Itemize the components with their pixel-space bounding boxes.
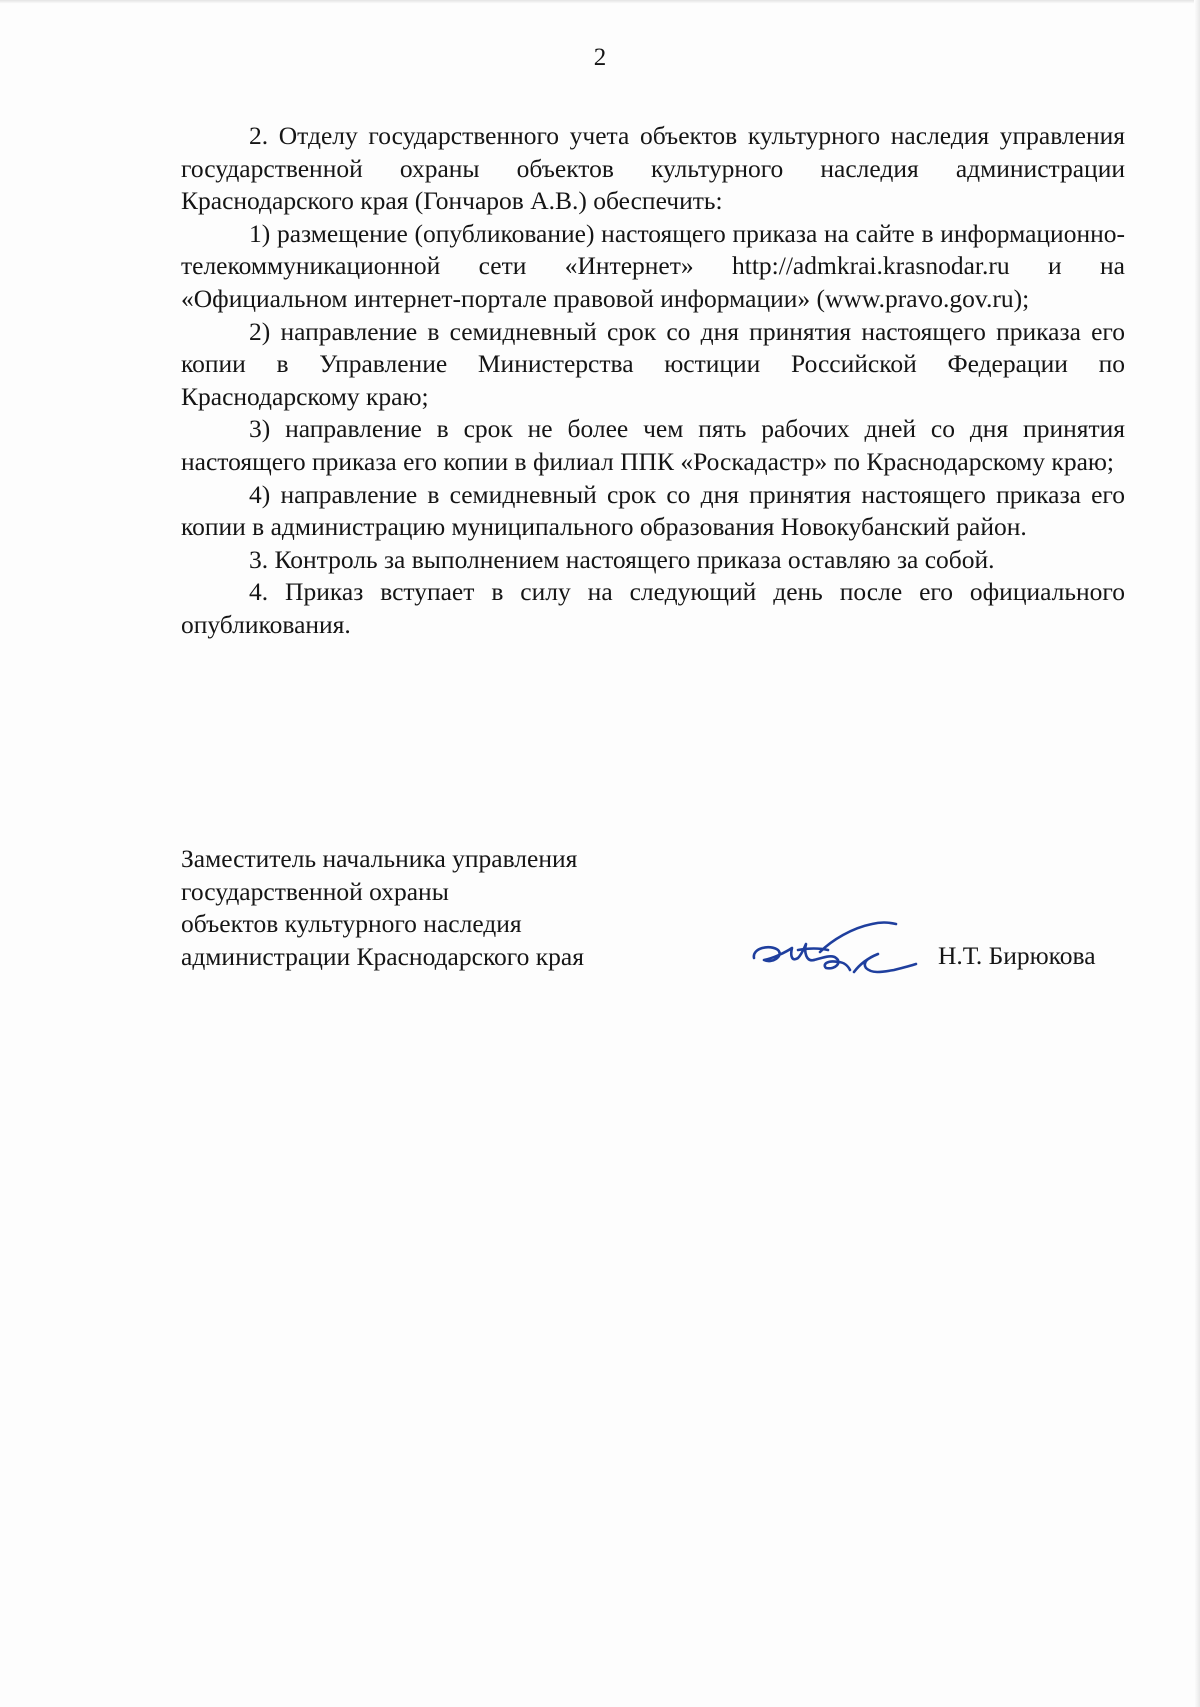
signer-name: Н.Т. Бирюкова	[938, 941, 1096, 970]
paragraph-item-4: 4. Приказ вступает в силу на следующий день после его официального опубликования.	[181, 577, 1125, 639]
signatory-position	[181, 843, 651, 973]
scan-right-edge	[1194, 0, 1200, 1707]
paragraph-subitem-2: 2) направление в семидневный срок со дня принятия настоящего приказа его копии в Управление Министерства юстиции Российской Федерации по Краснодарскому краю;	[181, 316, 1125, 411]
paragraph-subitem-1: 1) размещение (опубликование) настоящего приказа на сайте в информационно-телекоммуникационной сети «Интернет» http://admkrai.krasnodar.ru и на «Официальном интернет-портале правовой информации» (www.pravo.gov.ru);	[181, 218, 1125, 313]
signature-strokes	[754, 923, 916, 973]
scan-top-edge	[0, 0, 1200, 4]
position-line: государственной охраны	[181, 876, 449, 906]
page-number: 2	[593, 44, 607, 71]
handwritten-signature	[748, 918, 918, 978]
paragraph-subitem-4: 4) направление в семидневный срок со дня принятия настоящего приказа его копии в администрацию муниципального образования Новокубанский район.	[181, 479, 1125, 542]
document-body	[181, 120, 1125, 642]
paragraph-item-2: 2. Отделу государственного учета объектов культурного наследия управления государственной охраны объектов культурного наследия администрации Краснодарского края (Гончаров А.В.) обеспечить:	[181, 121, 1125, 216]
position-line: администрации Краснодарского края	[181, 941, 584, 971]
position-line: объектов культурного наследия	[181, 909, 522, 939]
paragraph-item-3: 3. Контроль за выполнением настоящего приказа оставляю за собой.	[249, 544, 995, 574]
paragraph-subitem-3: 3) направление в срок не более чем пять рабочих дней со дня принятия настоящего приказа его копии в филиал ППК «Роскадастр» по Краснодарскому краю;	[181, 414, 1125, 476]
position-line: Заместитель начальника управления	[181, 844, 578, 873]
